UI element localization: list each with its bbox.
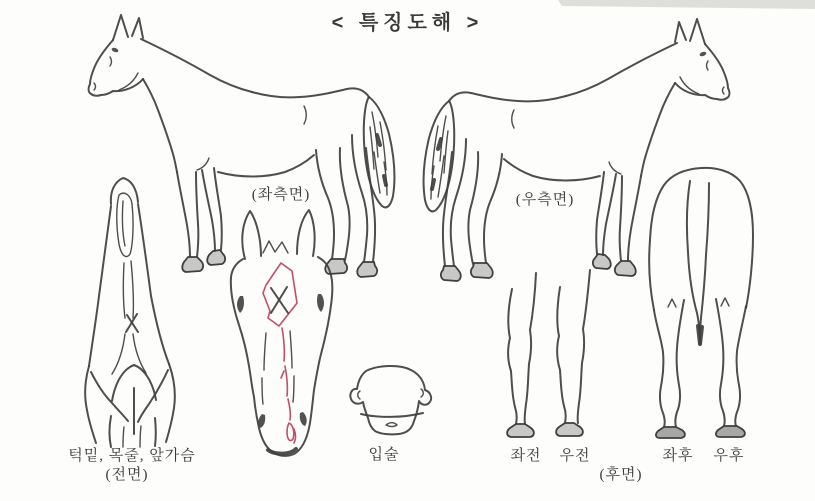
ear — [297, 210, 315, 256]
face-outline — [231, 210, 333, 456]
nostril-mark — [94, 83, 96, 90]
label-front-view: (전면) — [105, 467, 149, 483]
horse-body-outline — [89, 15, 369, 177]
tail-marking — [364, 97, 395, 207]
left-front-leg — [507, 273, 536, 437]
horse-muzzle-drawing — [350, 366, 431, 434]
rump-outline — [649, 168, 753, 310]
front-legs — [177, 168, 225, 272]
caption-front-parts: 턱밑, 목줄, 앞가슴 — [68, 448, 196, 464]
hindquarters-rear-drawing — [649, 168, 753, 438]
philtrum-mark — [386, 423, 397, 427]
hoof — [716, 426, 745, 437]
chestnut-mark — [668, 299, 676, 307]
horse-front-neck-chest-drawing — [85, 178, 175, 447]
hind-legs — [316, 135, 377, 277]
label-rear-view: (후면) — [599, 467, 643, 483]
hoof — [507, 424, 534, 437]
eye-mark — [237, 296, 244, 313]
hoof — [357, 262, 377, 277]
eye-mark — [317, 294, 324, 312]
nostril-mark — [358, 391, 360, 399]
mouth-line — [361, 413, 423, 417]
tail-marking — [687, 181, 709, 344]
label-right-front-leg: 우전 — [559, 448, 591, 464]
hoof — [207, 250, 225, 265]
page-title: < 특징도해 > — [331, 12, 484, 34]
star-marking — [263, 263, 297, 326]
left-hind-leg — [654, 299, 685, 438]
hoof — [556, 423, 583, 436]
nostril-mark — [421, 389, 423, 397]
ear — [113, 15, 128, 40]
hoof — [182, 257, 203, 272]
nostril-mark — [300, 412, 307, 426]
label-left-front-leg: 좌전 — [510, 448, 542, 464]
label-left-rear-leg: 좌후 — [662, 448, 694, 464]
nostril-mark — [258, 414, 265, 428]
front-legs-drawing — [507, 270, 590, 437]
ear — [132, 18, 143, 38]
scan-artifact — [558, 0, 815, 9]
hoof — [656, 427, 685, 438]
flank-mark — [304, 106, 306, 124]
ear — [242, 211, 261, 259]
horse-right-side-drawing — [424, 19, 730, 281]
x-mark — [271, 287, 288, 313]
neck-chest-outline — [85, 178, 175, 447]
label-left-side-view: (좌측면) — [251, 187, 311, 203]
label-right-rear-leg: 우후 — [713, 448, 745, 464]
eye-mark — [111, 47, 119, 53]
horse-face-front-drawing — [231, 210, 333, 456]
right-hind-leg — [716, 298, 746, 437]
label-right-side-view: (우측면) — [515, 192, 575, 208]
right-front-leg — [556, 270, 590, 436]
x-mark — [126, 314, 138, 332]
forelock — [263, 241, 288, 253]
chestnut-mark — [721, 298, 729, 306]
label-lips: 입술 — [368, 447, 400, 463]
